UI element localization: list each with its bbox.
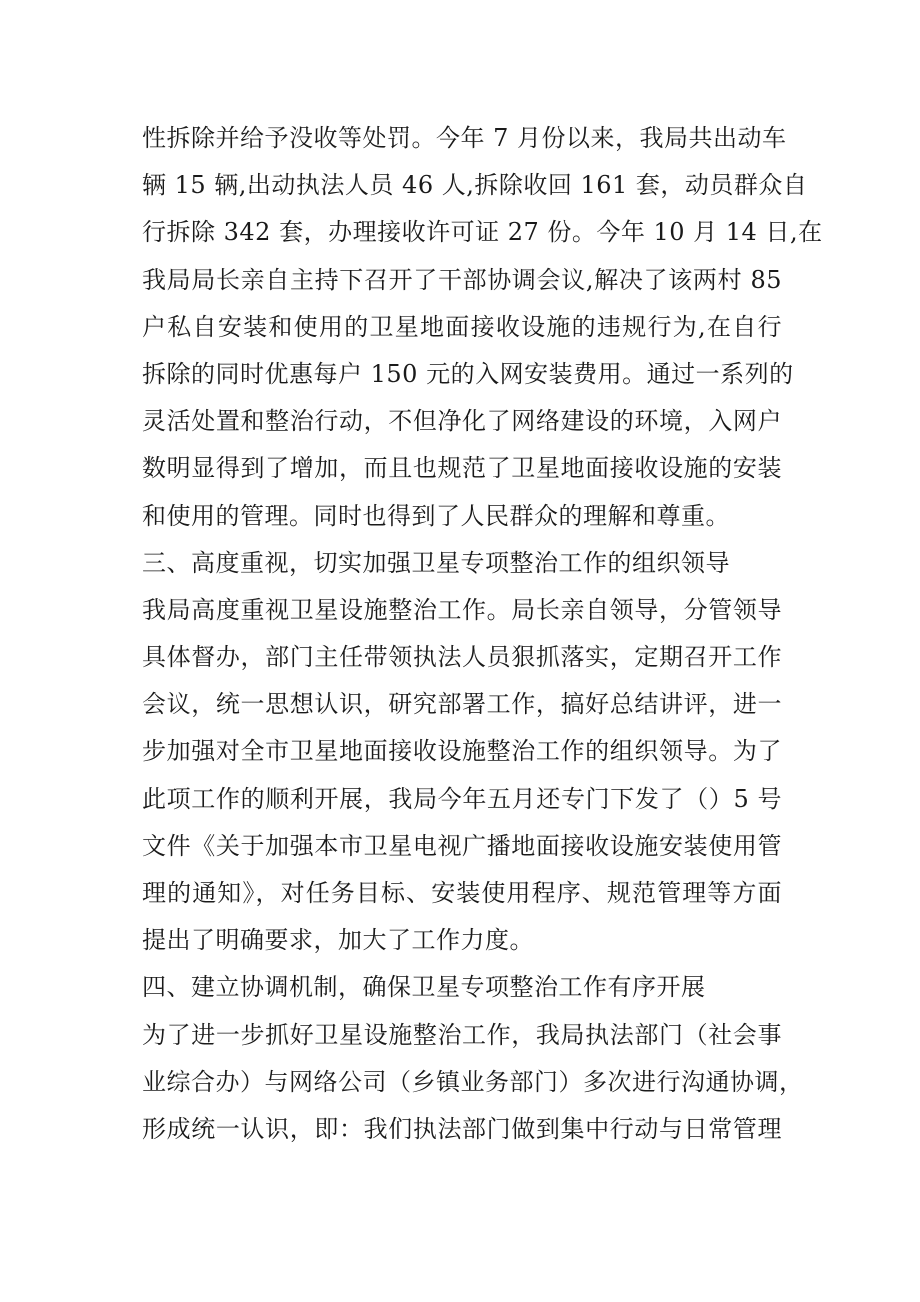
text-line: 业综合办）与网络公司（乡镇业务部门）多次进行沟通协调，	[142, 1067, 804, 1096]
text-line: 形成统一认识，即：我们执法部门做到集中行动与日常管理	[142, 1114, 782, 1143]
text-line: 三、高度重视，切实加强卫星专项整治工作的组织领导	[142, 548, 730, 577]
text-line: 四、建立协调机制，确保卫星专项整治工作有序开展	[142, 973, 706, 1002]
text-line: 提出了明确要求，加大了工作力度。	[142, 926, 534, 955]
text-line: 行拆除 342 套，办理接收许可证 27 份。今年 10 月 14 日,在	[142, 218, 823, 247]
text-line: 性拆除并给予没收等处罚。今年 7 月份以来，我局共出动车	[142, 124, 787, 152]
text-line: 此项工作的顺利开展，我局今年五月还专门下发了（）5 号	[142, 784, 782, 813]
text-line: 辆 15 辆,出动执法人员 46 人,拆除收回 161 套，动员群众自	[142, 171, 808, 200]
document-body	[142, 115, 823, 1153]
text-line: 为了进一步抓好卫星设施整治工作，我局执法部门（社会事	[142, 1020, 782, 1049]
text-line: 数明显得到了增加，而且也规范了卫星地面接收设施的安装	[142, 454, 782, 483]
text-line: 具体督办，部门主任带领执法人员狠抓落实，定期召开工作	[142, 643, 782, 672]
text-line: 我局局长亲自主持下召开了干部协调会议,解决了该两村 85	[142, 265, 782, 294]
text-line: 理的通知》，对任务目标、安装使用程序、规范管理等方面	[142, 879, 782, 907]
text-line: 和使用的管理。同时也得到了人民群众的理解和尊重。	[142, 501, 730, 530]
text-line: 文件《关于加强本市卫星电视广播地面接收设施安装使用管	[142, 831, 782, 860]
text-line: 拆除的同时优惠每户 150 元的入网安装费用。通过一系列的	[142, 359, 794, 388]
text-line: 户私自安装和使用的卫星地面接收设施的违规行为,在自行	[142, 312, 782, 341]
text-line: 我局高度重视卫星设施整治工作。局长亲自领导，分管领导	[142, 595, 782, 624]
text-line: 步加强对全市卫星地面接收设施整治工作的组织领导。为了	[142, 737, 782, 766]
text-line: 灵活处置和整治行动，不但净化了网络建设的环境，入网户	[142, 407, 782, 436]
text-line: 会议，统一思想认识，研究部署工作，搞好总结讲评，进一	[142, 690, 782, 719]
